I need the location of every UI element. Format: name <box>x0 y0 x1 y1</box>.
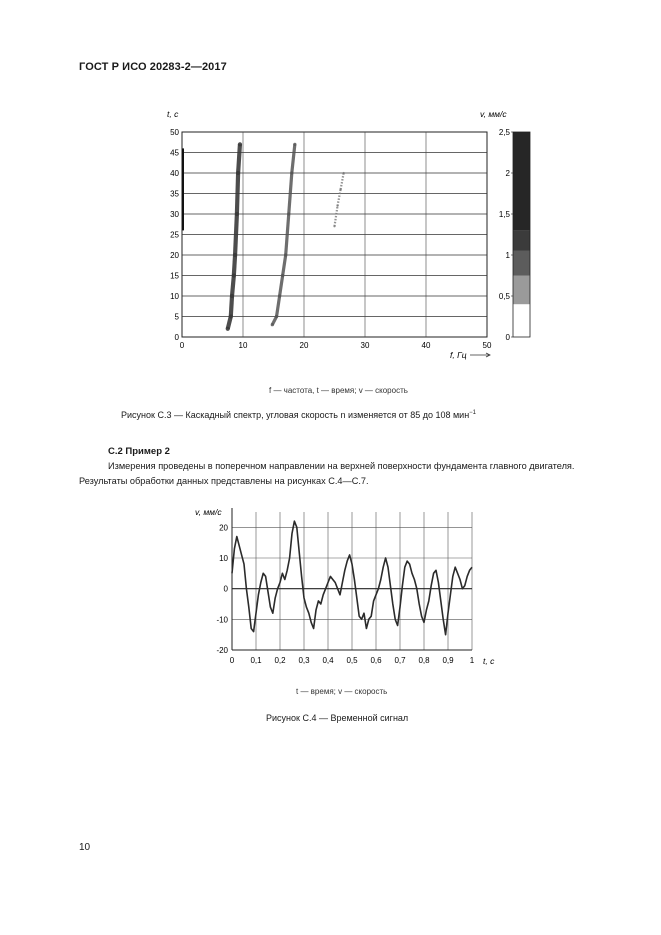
signal-x-tick-label: 0 <box>229 656 235 665</box>
signal-x-tick-label: 0,7 <box>394 656 406 665</box>
colorbar-tick-label: 1,5 <box>498 210 510 219</box>
figure-c3-caption-text: Рисунок С.3 — Каскадный спектр, угловая скорость n изменяется от 85 до 108 мин <box>121 410 470 420</box>
signal-x-tick-label: 0,5 <box>346 656 358 665</box>
cascade-y-tick-label: 0 <box>174 333 179 342</box>
signal-x-tick-label: 0,2 <box>274 656 286 665</box>
colorbar <box>511 132 530 337</box>
cascade-x-tick-label: 50 <box>482 341 492 350</box>
cascade-x-tick-label: 10 <box>238 341 248 350</box>
figure-c4-caption: Рисунок С.4 — Временной сигнал <box>266 713 409 723</box>
signal-x-tick-labels <box>230 656 475 665</box>
cascade-y-tick-label: 50 <box>170 128 179 137</box>
colorbar-label: v, мм/с <box>480 109 507 119</box>
signal-grid <box>232 508 472 650</box>
colorbar-tick-label: 2,5 <box>498 128 510 137</box>
cascade-x-tick-label: 30 <box>360 341 370 350</box>
cascade-y-tick-label: 15 <box>170 271 179 281</box>
cascade-y-tick-label: 45 <box>170 148 179 158</box>
cascade-x-tick-label: 40 <box>421 341 431 350</box>
cascade-x-tick-label: 20 <box>299 341 309 350</box>
colorbar-tick-labels <box>499 128 511 342</box>
figure-c3-caption <box>121 410 476 420</box>
cascade-y-tick-label: 20 <box>170 251 179 260</box>
figure-c4-legend: t — время; v — скорость <box>296 687 388 696</box>
colorbar-tick-label: 0 <box>505 333 510 342</box>
colorbar-band <box>513 304 530 337</box>
cascade-trace-segment <box>237 173 238 214</box>
cascade-spectrum-chart <box>150 100 550 370</box>
signal-y-tick-labels <box>216 523 228 655</box>
cascade-data-point <box>238 142 242 146</box>
signal-y-tick-label: 20 <box>219 523 228 533</box>
colorbar-tick-label: 1 <box>505 251 510 260</box>
colorbar-tick-label: 2 <box>505 169 510 178</box>
cascade-trace-segment <box>231 296 232 317</box>
colorbar-band <box>513 251 530 276</box>
signal-x-tick-label: 0,4 <box>322 656 334 665</box>
cascade-grid <box>182 132 487 337</box>
signal-x-tick-label: 0,9 <box>442 656 454 665</box>
page-number: 10 <box>79 842 91 853</box>
cascade-y-tick-labels <box>170 128 179 342</box>
cascade-y-tick-label: 10 <box>170 292 179 301</box>
figure-c3-legend: f — частота, t — время; v — скорость <box>269 386 408 395</box>
cascade-x-tick-labels <box>180 341 492 350</box>
signal-x-tick-label: 0,3 <box>298 656 310 665</box>
cascade-data-point <box>343 172 345 174</box>
signal-y-tick-label: -20 <box>216 646 228 655</box>
document-header: ГОСТ Р ИСО 20283-2—2017 <box>79 61 227 73</box>
time-signal-chart <box>190 500 500 675</box>
signal-y-tick-label: 0 <box>223 584 228 594</box>
colorbar-band <box>513 276 530 305</box>
signal-y-axis-label: v, мм/с <box>195 507 222 517</box>
cascade-data-point <box>293 143 296 146</box>
signal-x-tick-label: 1 <box>469 656 475 665</box>
cascade-trace-segment <box>234 255 235 276</box>
signal-x-axis-label: t, с <box>483 656 495 666</box>
colorbar-band <box>513 132 530 230</box>
signal-y-tick-label: -10 <box>216 615 228 625</box>
paragraph-line-1: Измерения проведены в поперечном направлении на верхней поверхности фундамента главного двигателя. <box>108 461 575 471</box>
figure-c3-caption-sup: −1 <box>469 410 477 416</box>
signal-y-tick-label: 10 <box>219 554 228 563</box>
cascade-trace-segment <box>235 214 237 255</box>
cascade-y-tick-label: 5 <box>174 312 179 322</box>
cascade-y-tick-label: 35 <box>170 189 179 199</box>
colorbar-tick-label: 0,5 <box>498 292 510 301</box>
signal-x-tick-label: 0,1 <box>250 656 262 665</box>
cascade-trace-segment <box>238 144 240 173</box>
signal-x-tick-label: 0,8 <box>418 656 430 665</box>
cascade-y-axis-label: t, с <box>167 109 179 119</box>
cascade-y-tick-label: 25 <box>170 230 179 240</box>
cascade-y-tick-label: 30 <box>170 210 179 219</box>
paragraph-line-2: Результаты обработки данных представлены на рисунках С.4—С.7. <box>79 476 369 486</box>
colorbar-band <box>513 230 530 251</box>
cascade-x-axis-label: f, Гц <box>450 350 467 360</box>
cascade-trace-segment <box>232 276 234 297</box>
cascade-y-tick-label: 40 <box>170 169 179 178</box>
section-title: С.2 Пример 2 <box>108 446 170 457</box>
cascade-x-tick-label: 0 <box>179 341 185 350</box>
signal-x-tick-label: 0,6 <box>370 656 382 665</box>
